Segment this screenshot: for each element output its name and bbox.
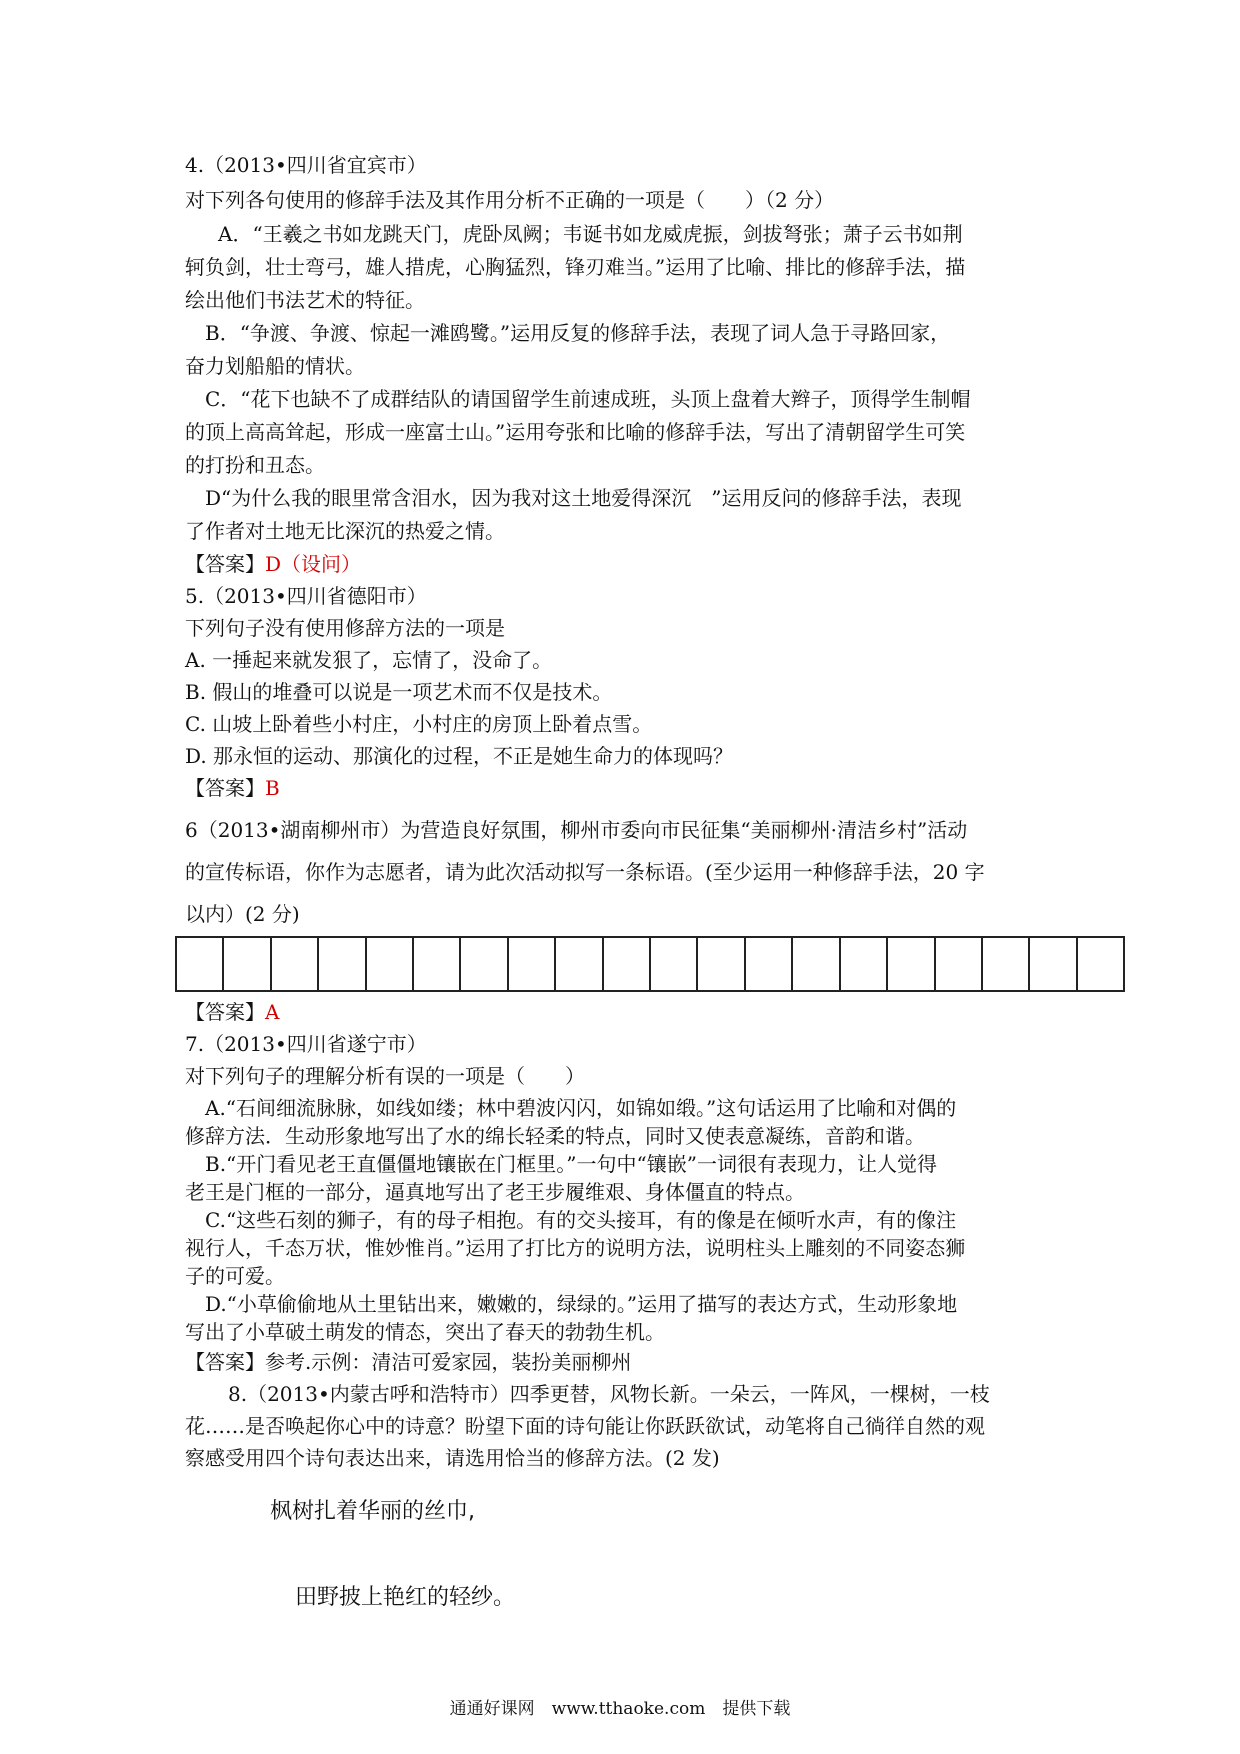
q5-answer-value: B — [265, 776, 280, 800]
q7-option-a-line1: A.“石间细流脉脉，如线如缕；林中碧波闪闪，如锦如缎。”这句话运用了比喻和对偶的 — [205, 1096, 957, 1120]
grid-cell — [224, 938, 271, 990]
q6-answer-label: 【答案】 — [185, 1000, 265, 1024]
q4-answer-label: 【答案】 — [185, 552, 265, 576]
q4-option-c-line2: 的顶上高高耸起，形成一座富士山。”运用夸张和比喻的修辞手法，写出了清朝留学生可笑 — [185, 420, 966, 444]
grid-cell — [177, 938, 224, 990]
grid-cell — [604, 938, 651, 990]
q6-line3: 以内）(2 分) — [185, 902, 300, 926]
q7-option-a-line2: 修辞方法．生动形象地写出了水的绵长轻柔的特点，同时又使表意凝练，音韵和谐。 — [185, 1124, 925, 1148]
q4-option-c-line1: C．“花下也缺不了成群结队的请国留学生前速成班，头顶上盘着大辫子，顶得学生制帽 — [205, 387, 971, 411]
q7-option-c-line2: 视行人，千态万状，惟妙惟肖。”运用了打比方的说明方法，说明柱头上雕刻的不同姿态狮 — [185, 1236, 966, 1260]
grid-cell — [461, 938, 508, 990]
grid-cell — [1030, 938, 1077, 990]
grid-cell — [841, 938, 888, 990]
q6-answer — [185, 1000, 279, 1024]
grid-cell — [651, 938, 698, 990]
q4-option-d-line1: D“为什么我的眼里常含泪水，因为我对这土地爱得深沉 ”运用反问的修辞手法，表现 — [205, 486, 962, 510]
q5-stem: 下列句子没有使用修辞方法的一项是 — [185, 616, 505, 640]
q4-option-a-line1: A．“王羲之书如龙跳天门，虎卧凤阙；韦诞书如龙威虎振，剑拔弩张；萧子云书如荆 — [218, 222, 963, 246]
q8-line2: 花……是否唤起你心中的诗意？盼望下面的诗句能让你跃跃欲试，动笔将自己徜徉自然的观 — [185, 1414, 985, 1438]
grid-cell — [936, 938, 983, 990]
grid-cell — [367, 938, 414, 990]
q5-answer — [185, 776, 280, 800]
q7-header: 7.（2013•四川省遂宁市） — [185, 1032, 427, 1056]
q5-option-d: D. 那永恒的运动、那演化的过程，不正是她生命力的体现吗？ — [185, 744, 734, 768]
q7-option-b-line1: B.“开门看见老王直僵僵地镶嵌在门框里。”一句中“镶嵌”一词很有表现力，让人觉得 — [205, 1152, 937, 1176]
grid-cell — [698, 938, 745, 990]
q4-header: 4.（2013•四川省宜宾市） — [185, 153, 427, 177]
q4-answer-value: D（设问） — [265, 552, 362, 576]
q7-stem: 对下列句子的理解分析有误的一项是（ ） — [185, 1064, 585, 1088]
grid-cell — [509, 938, 556, 990]
grid-cell — [746, 938, 793, 990]
q7-option-b-line2: 老王是门框的一部分，逼真地写出了老王步履维艰、身体僵直的特点。 — [185, 1180, 805, 1204]
grid-cell — [793, 938, 840, 990]
q8-poem-line2: 田野披上艳红的轻纱。 — [295, 1585, 516, 1610]
q5-header: 5.（2013•四川省德阳市） — [185, 584, 427, 608]
q4-option-d-line2: 了作者对土地无比深沉的热爱之情。 — [185, 519, 505, 543]
q4-option-b-line1: B．“争渡、争渡、惊起一滩鸥鹭。”运用反复的修辞手法，表现了词人急于寻路回家， — [205, 321, 951, 345]
q4-answer — [185, 552, 361, 576]
grid-cell — [888, 938, 935, 990]
q7-answer — [185, 1350, 631, 1374]
q8-poem-line1: 枫树扎着华丽的丝巾, — [270, 1499, 475, 1524]
grid-cell — [272, 938, 319, 990]
grid-cell — [556, 938, 603, 990]
q7-option-d-line1: D.“小草偷偷地从土里钻出来，嫩嫩的，绿绿的。”运用了描写的表达方式，生动形象地 — [205, 1292, 958, 1316]
q7-option-d-line2: 写出了小草破土萌发的情态，突出了春天的勃勃生机。 — [185, 1320, 665, 1344]
q6-answer-value: A — [265, 1000, 280, 1024]
q7-answer-label: 【答案】 — [185, 1350, 265, 1374]
q4-option-b-line2: 奋力划船船的情状。 — [185, 354, 365, 378]
q8-line1: 8.（2013•内蒙古呼和浩特市）四季更替，风物长新。一朵云，一阵风，一棵树，一枝 — [228, 1382, 990, 1406]
grid-cell — [414, 938, 461, 990]
answer-grid — [175, 936, 1125, 992]
q5-option-c: C. 山坡上卧着些小村庄，小村庄的房顶上卧着点雪。 — [185, 712, 653, 736]
page-footer: 通通好课网 www.tthaoke.com 提供下载 — [449, 1699, 791, 1719]
q6-line2: 的宣传标语，你作为志愿者，请为此次活动拟写一条标语。(至少运用一种修辞手法，20 字 — [185, 860, 985, 884]
q8-line3: 察感受用四个诗句表达出来，请选用恰当的修辞方法。(2 发) — [185, 1446, 720, 1470]
q4-option-c-line3: 的打扮和丑态。 — [185, 453, 325, 477]
q4-option-a-line3: 绘出他们书法艺术的特征。 — [185, 288, 425, 312]
q5-option-a: A. 一捶起来就发狠了，忘情了，没命了。 — [185, 648, 553, 672]
grid-cell — [319, 938, 366, 990]
q7-option-c-line1: C.“这些石刻的狮子，有的母子相抱。有的交头接耳，有的像是在倾听水声，有的像注 — [205, 1208, 957, 1232]
grid-cell — [1078, 938, 1125, 990]
q4-option-a-line2: 轲负剑，壮士弯弓，雄人措虎，心胸猛烈，锋刃难当。”运用了比喻、排比的修辞手法，描 — [185, 255, 966, 279]
q7-option-c-line3: 子的可爱。 — [185, 1264, 285, 1288]
grid-cell — [983, 938, 1030, 990]
q4-stem: 对下列各句使用的修辞手法及其作用分析不正确的一项是（ ）（2 分） — [185, 188, 835, 212]
q6-line1: 6（2013•湖南柳州市）为营造良好氛围，柳州市委向市民征集“美丽柳州·清洁乡村”活动 — [185, 818, 968, 842]
q5-option-b: B. 假山的堆叠可以说是一项艺术而不仅是技术。 — [185, 680, 613, 704]
q5-answer-label: 【答案】 — [185, 776, 265, 800]
q7-answer-value: 参考.示例：清洁可爱家园，装扮美丽柳州 — [265, 1350, 632, 1374]
